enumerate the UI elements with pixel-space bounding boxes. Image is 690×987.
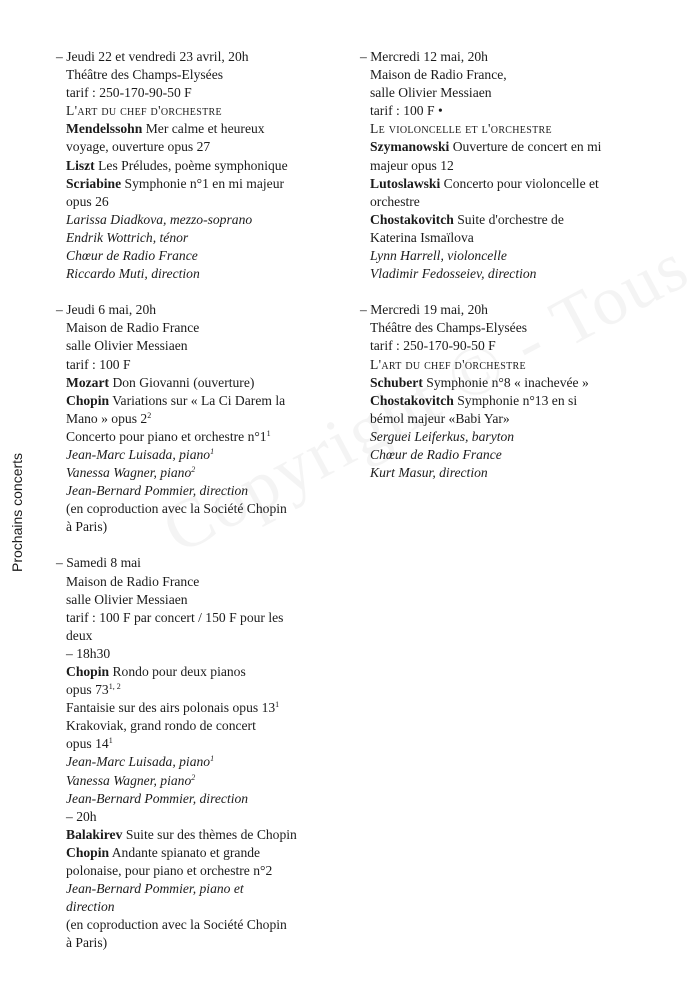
program-line bbox=[56, 717, 346, 735]
line-text: tarif : 250-170-90-50 F bbox=[66, 85, 192, 101]
line-text: Don Giovanni (ouverture) bbox=[112, 374, 255, 390]
program-line bbox=[56, 247, 346, 265]
line-text: à Paris) bbox=[66, 519, 108, 535]
line-text: direction bbox=[66, 899, 115, 915]
footnote-mark: 2 bbox=[191, 465, 196, 475]
concert-date bbox=[360, 48, 660, 66]
program-line bbox=[56, 265, 346, 283]
line-text: à Paris) bbox=[66, 935, 108, 951]
line-text: – Jeudi 6 mai, 20h bbox=[56, 302, 157, 318]
program-line bbox=[56, 916, 346, 934]
program-line bbox=[56, 84, 346, 102]
line-text: Symphonie n°13 en si bbox=[457, 392, 578, 408]
line-text: Vladimir Fedosseiev, direction bbox=[370, 266, 537, 282]
program-line bbox=[56, 175, 346, 193]
program-line bbox=[56, 844, 346, 862]
program-line bbox=[56, 645, 346, 663]
composer-name: Mendelssohn bbox=[66, 121, 143, 137]
line-text: Jean-Bernard Pommier, direction bbox=[66, 790, 249, 806]
concert-date bbox=[56, 301, 346, 319]
program-line bbox=[360, 193, 660, 211]
footnote-mark: 1 bbox=[266, 428, 271, 438]
line-text: Chœur de Radio France bbox=[370, 446, 502, 462]
footnote-mark: 2 bbox=[191, 772, 196, 782]
program-line bbox=[360, 464, 660, 482]
program-line bbox=[360, 410, 660, 428]
program-line bbox=[56, 735, 346, 753]
composer-name: Chostakovitch bbox=[370, 392, 454, 408]
program-line bbox=[56, 880, 346, 898]
program-line bbox=[56, 591, 346, 609]
program-line bbox=[360, 247, 660, 265]
program-line bbox=[56, 681, 346, 699]
program-line bbox=[56, 898, 346, 916]
line-text: Symphonie n°1 en mi majeur bbox=[124, 175, 285, 191]
line-text: salle Olivier Messiaen bbox=[66, 338, 188, 354]
program-line bbox=[56, 753, 346, 771]
program-line bbox=[56, 627, 346, 645]
program-line bbox=[360, 157, 660, 175]
program-line bbox=[360, 66, 660, 84]
footnote-mark: 2 bbox=[147, 410, 152, 420]
program-line bbox=[360, 265, 660, 283]
line-text: tarif : 100 F • bbox=[370, 103, 443, 119]
line-text: tarif : 100 F bbox=[66, 356, 131, 372]
line-text: Jean-Bernard Pommier, piano et bbox=[66, 881, 244, 897]
line-text: Maison de Radio France bbox=[66, 320, 200, 336]
line-text: Endrik Wottrich, ténor bbox=[66, 229, 189, 245]
line-text: Mer calme et heureux bbox=[145, 121, 265, 137]
concert-entry bbox=[56, 48, 346, 283]
line-text: Kurt Masur, direction bbox=[370, 465, 488, 481]
right-column bbox=[360, 48, 660, 500]
line-text: Serguei Leiferkus, baryton bbox=[370, 428, 515, 444]
composer-name: Scriabine bbox=[66, 175, 122, 191]
program-line bbox=[360, 374, 660, 392]
line-text: majeur opus 12 bbox=[370, 157, 454, 173]
program-line bbox=[56, 934, 346, 952]
line-text: Mano » opus 2 bbox=[66, 410, 148, 426]
composer-name: Chopin bbox=[66, 392, 110, 408]
line-text: Katerina Ismaïlova bbox=[370, 229, 474, 245]
footnote-mark: 1 bbox=[108, 736, 113, 746]
concert-entry bbox=[360, 301, 660, 482]
line-text: Chœur de Radio France bbox=[66, 248, 198, 264]
program-line bbox=[56, 337, 346, 355]
concert-date bbox=[360, 301, 660, 319]
line-text: Fantaisie sur des airs polonais opus 13 bbox=[66, 700, 276, 716]
program-line bbox=[360, 319, 660, 337]
line-text: Riccardo Muti, direction bbox=[66, 266, 200, 282]
line-text: Concerto pour violoncelle et bbox=[443, 175, 599, 191]
program-line bbox=[56, 66, 346, 84]
line-text: – Samedi 8 mai bbox=[56, 555, 141, 571]
line-text: Jean-Bernard Pommier, direction bbox=[66, 483, 249, 499]
line-text: – Mercredi 19 mai, 20h bbox=[360, 302, 488, 318]
line-text: Variations sur « La Ci Darem la bbox=[112, 392, 286, 408]
concert-date bbox=[56, 554, 346, 572]
program-line bbox=[56, 862, 346, 880]
program-line bbox=[56, 808, 346, 826]
line-text: Concerto pour piano et orchestre n°1 bbox=[66, 428, 267, 444]
program-line bbox=[360, 120, 660, 138]
program-line bbox=[56, 138, 346, 156]
footnote-mark: 1 bbox=[275, 700, 280, 710]
line-text: Jean-Marc Luisada, piano bbox=[66, 446, 211, 462]
left-column bbox=[56, 48, 346, 971]
line-text: Symphonie n°8 « inachevée » bbox=[426, 374, 589, 390]
line-text: voyage, ouverture opus 27 bbox=[66, 139, 211, 155]
line-text: Maison de Radio France, bbox=[370, 67, 507, 83]
program-line bbox=[360, 229, 660, 247]
composer-name: Chopin bbox=[66, 844, 110, 860]
program-line bbox=[56, 790, 346, 808]
line-text: Lynn Harrell, violoncelle bbox=[370, 248, 507, 264]
program-line bbox=[56, 157, 346, 175]
program-line bbox=[56, 410, 346, 428]
line-text: – 20h bbox=[66, 808, 97, 824]
program-line bbox=[56, 102, 346, 120]
composer-name: Liszt bbox=[66, 157, 95, 173]
footnote-mark: 1, 2 bbox=[108, 682, 121, 692]
line-text: opus 26 bbox=[66, 193, 109, 209]
line-text: Suite sur des thèmes de Chopin bbox=[125, 826, 297, 842]
line-text: Vanessa Wagner, piano bbox=[66, 465, 192, 481]
program-line bbox=[56, 446, 346, 464]
program-line bbox=[56, 518, 346, 536]
line-text: Maison de Radio France bbox=[66, 573, 200, 589]
program-line bbox=[56, 428, 346, 446]
concert-entry bbox=[360, 48, 660, 283]
line-text: salle Olivier Messiaen bbox=[66, 591, 188, 607]
line-text: tarif : 100 F par concert / 150 F pour les bbox=[66, 609, 284, 625]
line-text: Jean-Marc Luisada, piano bbox=[66, 754, 211, 770]
program-line bbox=[56, 609, 346, 627]
line-text: Théâtre des Champs-Elysées bbox=[66, 67, 224, 83]
composer-name: Balakirev bbox=[66, 826, 123, 842]
line-text: opus 14 bbox=[66, 736, 109, 752]
line-text: bémol majeur «Babi Yar» bbox=[370, 410, 510, 426]
program-line bbox=[56, 464, 346, 482]
composer-name: Chopin bbox=[66, 664, 110, 679]
program-line bbox=[56, 573, 346, 591]
program-line bbox=[56, 319, 346, 337]
program-line bbox=[56, 211, 346, 229]
program-line bbox=[56, 120, 346, 138]
concert-date bbox=[56, 48, 346, 66]
line-text: Les Préludes, poème symphonique bbox=[98, 157, 288, 173]
line-text: – 18h30 bbox=[66, 645, 111, 661]
program-line bbox=[56, 826, 346, 844]
concert-entry bbox=[56, 554, 346, 952]
program-line bbox=[360, 211, 660, 229]
program-line bbox=[360, 84, 660, 102]
line-text: orchestre bbox=[370, 193, 420, 209]
line-text: Andante spianato et grande bbox=[111, 844, 261, 860]
line-text: – Jeudi 22 et vendredi 23 avril, 20h bbox=[56, 49, 249, 64]
composer-name: Schubert bbox=[370, 374, 423, 390]
program-line bbox=[360, 356, 660, 374]
line-text: opus 73 bbox=[66, 682, 109, 698]
program-line bbox=[56, 392, 346, 410]
composer-name: Chostakovitch bbox=[370, 211, 454, 227]
program-line bbox=[360, 446, 660, 464]
line-text: Le violoncelle et l'orchestre bbox=[370, 121, 552, 137]
program-line bbox=[56, 772, 346, 790]
program-line bbox=[56, 663, 346, 681]
line-text: salle Olivier Messiaen bbox=[370, 85, 492, 101]
composer-name: Szymanowski bbox=[370, 139, 450, 155]
program-line bbox=[360, 102, 660, 120]
composer-name: Lutoslawski bbox=[370, 175, 441, 191]
section-side-label: Prochains concerts bbox=[9, 452, 25, 572]
line-text: L'art du chef d'orchestre bbox=[370, 356, 526, 372]
program-line bbox=[56, 500, 346, 518]
program-line bbox=[56, 482, 346, 500]
program-line bbox=[360, 428, 660, 446]
concert-entry bbox=[56, 301, 346, 536]
program-line bbox=[56, 699, 346, 717]
line-text: Vanessa Wagner, piano bbox=[66, 772, 192, 788]
line-text: Rondo pour deux pianos bbox=[112, 664, 246, 679]
line-text: polonaise, pour piano et orchestre n°2 bbox=[66, 863, 273, 879]
line-text: (en coproduction avec la Société Chopin bbox=[66, 501, 287, 517]
line-text: Krakoviak, grand rondo de concert bbox=[66, 718, 256, 734]
line-text: Ouverture de concert en mi bbox=[452, 139, 602, 155]
line-text: Théâtre des Champs-Elysées bbox=[370, 320, 528, 336]
program-line bbox=[360, 138, 660, 156]
program-line bbox=[56, 193, 346, 211]
footnote-mark: 1 bbox=[210, 446, 215, 456]
program-line bbox=[56, 229, 346, 247]
program-line bbox=[56, 374, 346, 392]
line-text: Suite d'orchestre de bbox=[457, 211, 564, 227]
line-text: L'art du chef d'orchestre bbox=[66, 103, 222, 119]
program-line bbox=[56, 356, 346, 374]
program-line bbox=[360, 392, 660, 410]
program-line bbox=[360, 175, 660, 193]
composer-name: Mozart bbox=[66, 374, 110, 390]
line-text: Larissa Diadkova, mezzo-soprano bbox=[66, 211, 253, 227]
line-text: – Mercredi 12 mai, 20h bbox=[360, 49, 488, 64]
footnote-mark: 1 bbox=[210, 754, 215, 764]
program-line bbox=[360, 337, 660, 355]
line-text: deux bbox=[66, 627, 93, 643]
line-text: tarif : 250-170-90-50 F bbox=[370, 338, 496, 354]
line-text: (en coproduction avec la Société Chopin bbox=[66, 917, 287, 933]
